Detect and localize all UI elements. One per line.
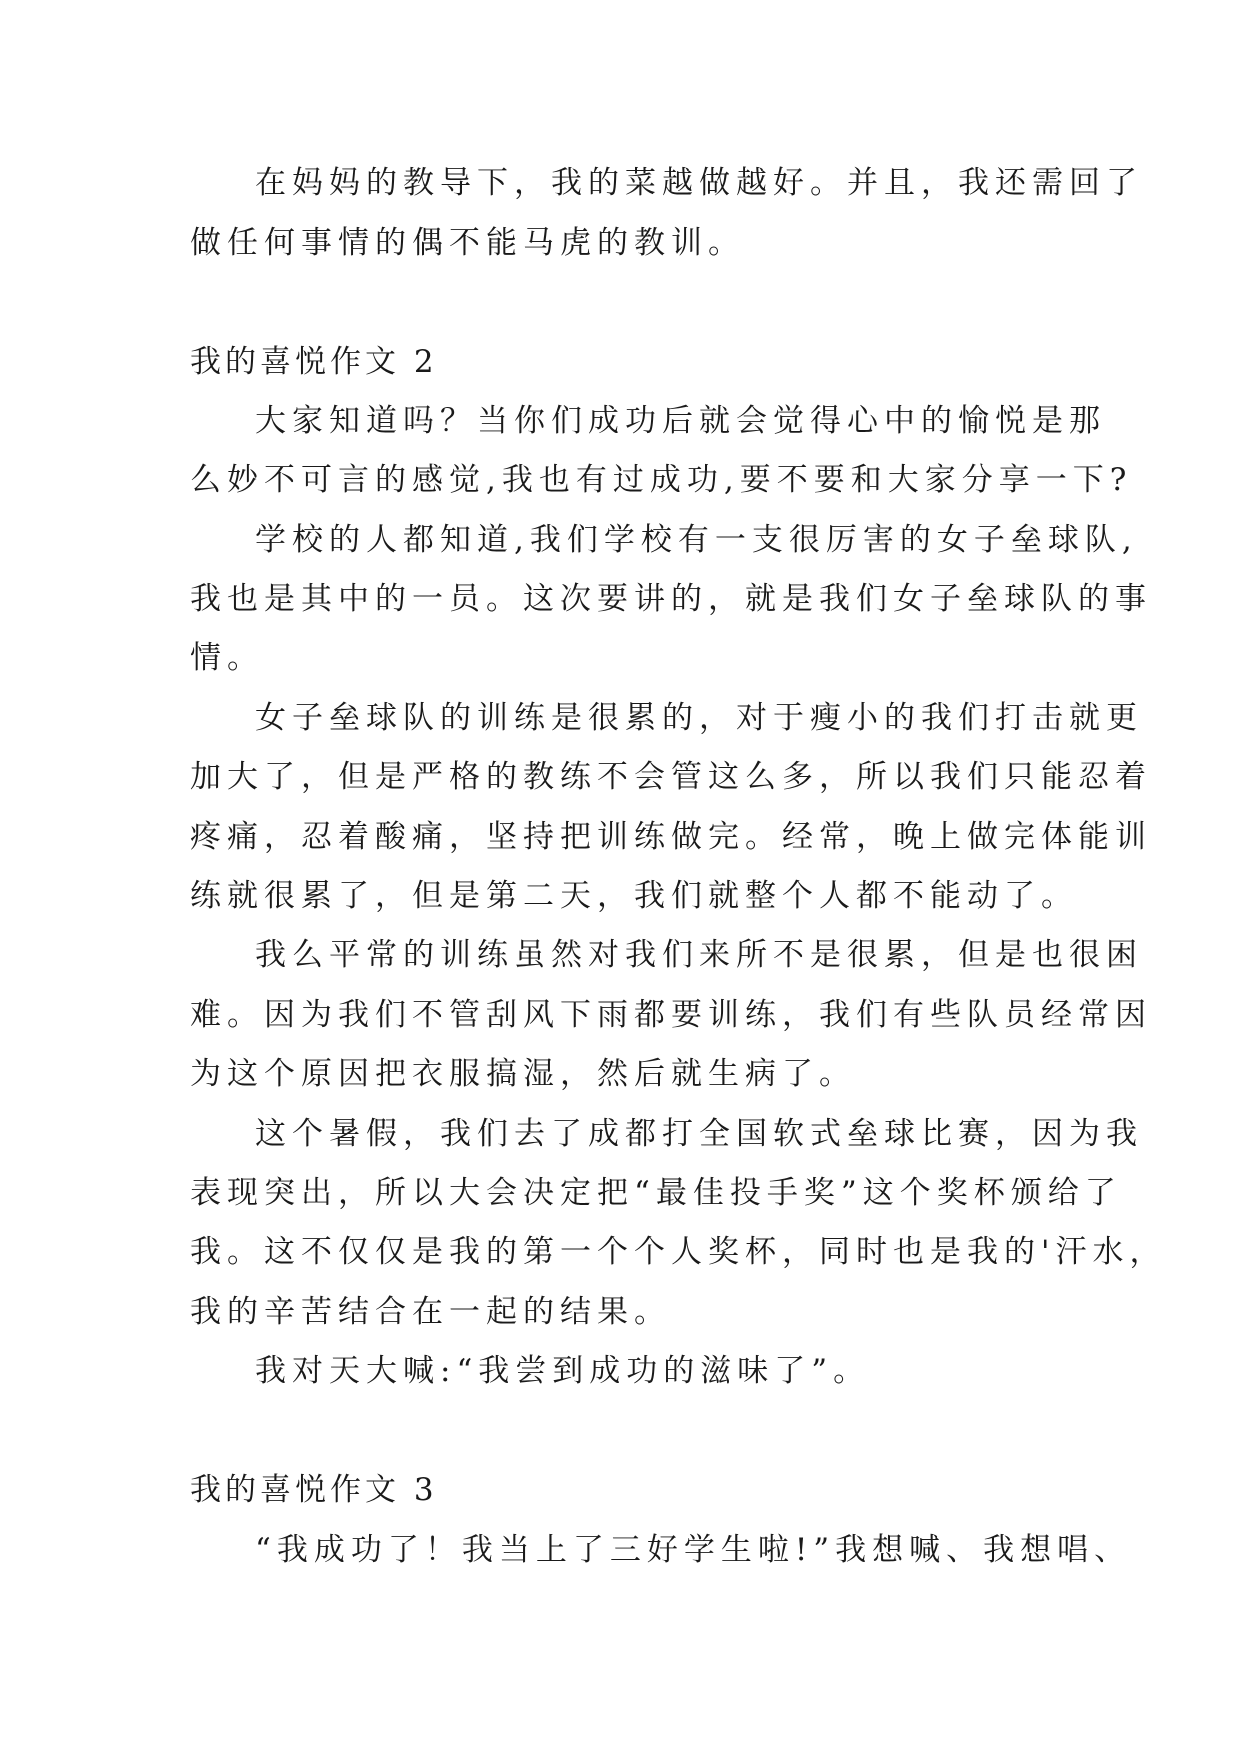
paragraph-line: 我么平常的训练虽然对我们来所不是很累，但是也很困 bbox=[255, 937, 1143, 973]
paragraph-line: 我对天大喊:“我尝到成功的滋味了”。 bbox=[255, 1353, 871, 1389]
paragraph-line: 情。 bbox=[190, 640, 264, 676]
section-heading: 我的喜悦作文 2 bbox=[190, 344, 438, 380]
paragraph-line: 为这个原因把衣服搞湿，然后就生病了。 bbox=[190, 1056, 856, 1092]
paragraph-line: 表现突出，所以大会决定把“最佳投手奖”这个奖杯颁给了 bbox=[190, 1175, 1122, 1211]
paragraph-line: 么妙不可言的感觉,我也有过成功,要不要和大家分享一下? bbox=[190, 462, 1133, 498]
paragraph-line: 女子垒球队的训练是很累的，对于瘦小的我们打击就更 bbox=[255, 700, 1143, 736]
paragraph-line: 大家知道吗？当你们成功后就会觉得心中的愉悦是那 bbox=[255, 403, 1106, 439]
paragraph-line: 这个暑假，我们去了成都打全国软式垒球比赛，因为我 bbox=[255, 1116, 1143, 1152]
paragraph-line: 学校的人都知道,我们学校有一支很厉害的女子垒球队, bbox=[255, 522, 1138, 558]
paragraph-line: 练就很累了，但是第二天，我们就整个人都不能动了。 bbox=[190, 878, 1078, 914]
paragraph-line: 加大了，但是严格的教练不会管这么多，所以我们只能忍着 bbox=[190, 759, 1152, 795]
paragraph-line: 我也是其中的一员。这次要讲的，就是我们女子垒球队的事 bbox=[190, 581, 1152, 617]
section-heading: 我的喜悦作文 3 bbox=[190, 1472, 438, 1508]
paragraph-line: 我的辛苦结合在一起的结果。 bbox=[190, 1294, 671, 1330]
paragraph-line: 我。这不仅仅是我的第一个个人奖杯，同时也是我的'汗水， bbox=[190, 1234, 1167, 1270]
paragraph-line: 做任何事情的偶不能马虎的教训。 bbox=[190, 225, 745, 261]
paragraph-line: 难。因为我们不管刮风下雨都要训练，我们有些队员经常因 bbox=[190, 997, 1152, 1033]
paragraph-line: “我成功了！我当上了三好学生啦!”我想喊、我想唱、 bbox=[255, 1532, 1132, 1568]
paragraph-line: 疼痛，忍着酸痛，坚持把训练做完。经常，晚上做完体能训 bbox=[190, 819, 1152, 855]
paragraph-line: 在妈妈的教导下，我的菜越做越好。并且，我还需回了 bbox=[255, 165, 1143, 201]
